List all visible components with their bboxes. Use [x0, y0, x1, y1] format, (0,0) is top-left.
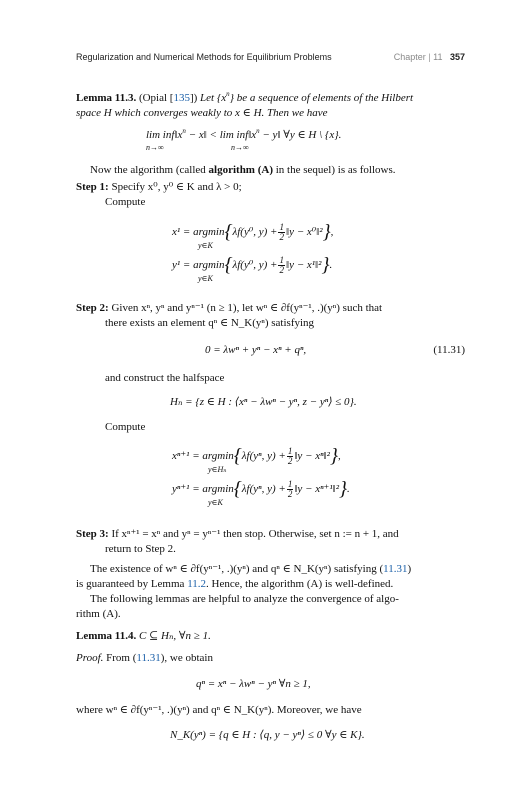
eq-y1-tail: ‖y − x¹‖² [285, 259, 322, 272]
proof-line [76, 651, 465, 665]
proof-post: ), we obtain [160, 652, 213, 664]
eq-y1-sub: y∈K [198, 274, 213, 283]
eq-x1-frac-num: 1 [279, 222, 284, 232]
liminf-part-2: − x‖ < lim inf‖x [185, 129, 257, 141]
algorithm-a-name: algorithm (A) [208, 164, 273, 176]
eq-x1-tail: ‖y − x⁰‖² [285, 226, 323, 239]
running-header [76, 52, 465, 66]
para1-text-d: . Hence, the algorithm (A) is well-defined. [206, 578, 394, 590]
para-following-2: rithm (A). [76, 608, 121, 620]
step-2-compute: Compute [105, 421, 146, 433]
eq-y1-body: λf(y⁰, y) + [232, 259, 278, 272]
eq-x1-sub: y∈K [198, 241, 213, 250]
lemma-11-4-text: C ⊆ Hₙ, ∀n ≥ 1. [138, 630, 211, 642]
para1-text-b: ) [407, 563, 412, 575]
eq-xn1-sub: y∈Hₙ [208, 465, 227, 474]
lemma-11-4 [76, 629, 465, 643]
eq-x1-frac-den: 2 [279, 232, 284, 242]
eq-yn1-body: λf(yⁿ, y) + [241, 483, 286, 496]
eq-xn1-body: λf(yⁿ, y) + [241, 450, 286, 463]
step-2-text-2: there exists an element qⁿ ∈ N_K(yⁿ) satisfying [105, 317, 315, 329]
eq-x1-lhs: x¹ = argmin [172, 226, 225, 239]
step-2-label: Step 2: [76, 302, 109, 314]
eq-xn1-lhs: xⁿ⁺¹ = argmin [172, 450, 234, 463]
step-1 [76, 180, 465, 194]
lemma-11-4-label: Lemma 11.4. [76, 630, 137, 642]
para-following-1: The following lemmas are helpful to analyze the convergence of algo- [90, 593, 399, 605]
eq-yn1-tail: ‖y − xⁿ⁺¹‖² [294, 483, 340, 496]
ref-11-31-link[interactable]: 11.31 [383, 563, 408, 575]
proof-label: Proof. [76, 652, 104, 664]
header-title: Regularization and Numerical Methods for Equilibrium Problems [76, 52, 332, 62]
header-chapter-label: Chapter [393, 52, 426, 62]
eq-y1-frac-num: 1 [279, 255, 284, 265]
eq-xn1-frac-den: 2 [287, 456, 293, 466]
header-chapter-number: 11 [433, 52, 443, 62]
eq-y1-frac-den: 2 [279, 265, 284, 275]
step-3-label: Step 3: [76, 528, 109, 540]
eq-11-31: 0 = λwⁿ + yⁿ − xⁿ + qⁿ, [205, 344, 307, 356]
lemma-11-3-line2: space H which converges weakly to x ∈ H. Then we have [76, 107, 328, 119]
eq-y1-end: . [329, 259, 333, 272]
ref-lemma-11-2-link[interactable]: 11.2 [187, 578, 207, 590]
step-3-text-1: If xⁿ⁺¹ = xⁿ and yⁿ = yⁿ⁻¹ then stop. Otherwise, set n := n + 1, and [111, 528, 399, 540]
eq-yn1-sub: y∈K [208, 498, 223, 507]
lemma-11-3-text-a: Let {x [200, 92, 227, 104]
eq-x1-body: λf(y⁰, y) + [232, 226, 278, 239]
liminf-part-1: lim inf‖x [146, 129, 183, 141]
algorithm-intro [90, 163, 479, 177]
halfspace-def: Hₙ = {z ∈ H : ⟨xⁿ − λwⁿ − yⁿ, z − yⁿ⟩ ≤ 0}. [170, 396, 357, 408]
eq-xn1-end: , [337, 450, 341, 463]
lemma-11-3-line1: Lemma 11.3. (Opial [135]) Let $\{x^n\}$ be a sequence of elements of the Hilbert [76, 90, 414, 104]
citation-open: (Opial [ [138, 92, 174, 104]
eq-yn1: yⁿ⁺¹ = argmin{λf(yⁿ, y) + $\frac{1}{2}$ ‖y − xⁿ⁺¹‖²}. [172, 478, 350, 501]
liminf-part-3: − y‖ ∀y ∈ H \ {x}. [259, 129, 342, 141]
proof-eq-normal-cone: N_K(yⁿ) = {q ∈ H : ⟨q, y − yⁿ⟩ ≤ 0 ∀y ∈ K}. [170, 729, 365, 741]
header-separator: | [428, 52, 431, 62]
eq-xn1: xⁿ⁺¹ = argmin{λf(yⁿ, y) + $\frac{1}{2}$ ‖y − xⁿ‖²}, [172, 445, 341, 468]
liminf-inequality: $\lim inf‖x^n$ − x‖ < $\lim inf‖x^n$ − y‖ ∀y ∈ H \ {x}. [146, 127, 342, 141]
eq-number-11-31: (11.31) [433, 344, 465, 356]
para1-text-c: is guaranteed by Lemma [76, 578, 188, 590]
step-1-compute: Compute [105, 196, 146, 208]
proof-ref-11-31-link[interactable]: 11.31 [136, 652, 161, 664]
proof-eq-qn: qⁿ = xⁿ − λwⁿ − yⁿ ∀n ≥ 1, [196, 678, 311, 690]
eq-yn1-lhs: yⁿ⁺¹ = argmin [172, 483, 234, 496]
eq-x1-end: , [330, 226, 334, 239]
eq-xn1-tail: ‖y − xⁿ‖² [294, 450, 330, 463]
liminf-sub-1: n→∞ [146, 143, 164, 152]
lemma-11-3-label: Lemma 11.3. [76, 92, 137, 104]
eq-yn1-frac-den: 2 [287, 489, 293, 499]
step-2 [76, 301, 465, 315]
para1-text-a: The existence of wⁿ ∈ ∂f(yⁿ⁻¹, .)(yⁿ) and qⁿ ∈ N_K(yⁿ) satisfying ( [90, 563, 384, 575]
eq-y1-lhs: y¹ = argmin [172, 259, 225, 272]
eq-yn1-frac-num: 1 [287, 479, 293, 489]
step-3 [76, 527, 465, 541]
intro-pre: Now the algorithm (called [90, 164, 209, 176]
page-number: 357 [449, 52, 465, 62]
step-3-text-2: return to Step 2. [105, 543, 176, 555]
eq-yn1-end: . [347, 483, 350, 496]
step-1-text: Specify x⁰, y⁰ ∈ K and λ > 0; [111, 181, 242, 193]
proof-pre: From ( [106, 652, 137, 664]
lemma-11-3-text-b: } be a sequence of elements of the Hilbert [229, 92, 414, 104]
para-existence-2 [76, 577, 465, 591]
ref-135-link[interactable]: 135 [173, 92, 190, 104]
para-existence-1 [90, 562, 465, 576]
eq-y1: y¹ = argmin{λf(y⁰, y) + $\frac{1}{2}$ ‖y − x¹‖²}. [172, 254, 333, 277]
step-2-text-1: Given xⁿ, yⁿ and yⁿ⁻¹ (n ≥ 1), let wⁿ ∈ ∂f(yⁿ⁻¹, .)(yⁿ) such that [111, 302, 383, 314]
liminf-sub-2: n→∞ [231, 143, 249, 152]
eq-x1: x¹ = argmin{λf(y⁰, y) + $\frac{1}{2}$ ‖y − x⁰‖²}, [172, 221, 334, 244]
eq-xn1-frac-num: 1 [287, 446, 293, 456]
citation-close: ]) [189, 92, 198, 104]
intro-post: in the sequel) is as follows. [273, 164, 396, 176]
halfspace-intro: and construct the halfspace [105, 372, 225, 384]
step-1-label: Step 1: [76, 181, 109, 193]
proof-where: where wⁿ ∈ ∂f(yⁿ⁻¹, .)(yⁿ) and qⁿ ∈ N_K(yⁿ). Moreover, we have [76, 704, 362, 716]
